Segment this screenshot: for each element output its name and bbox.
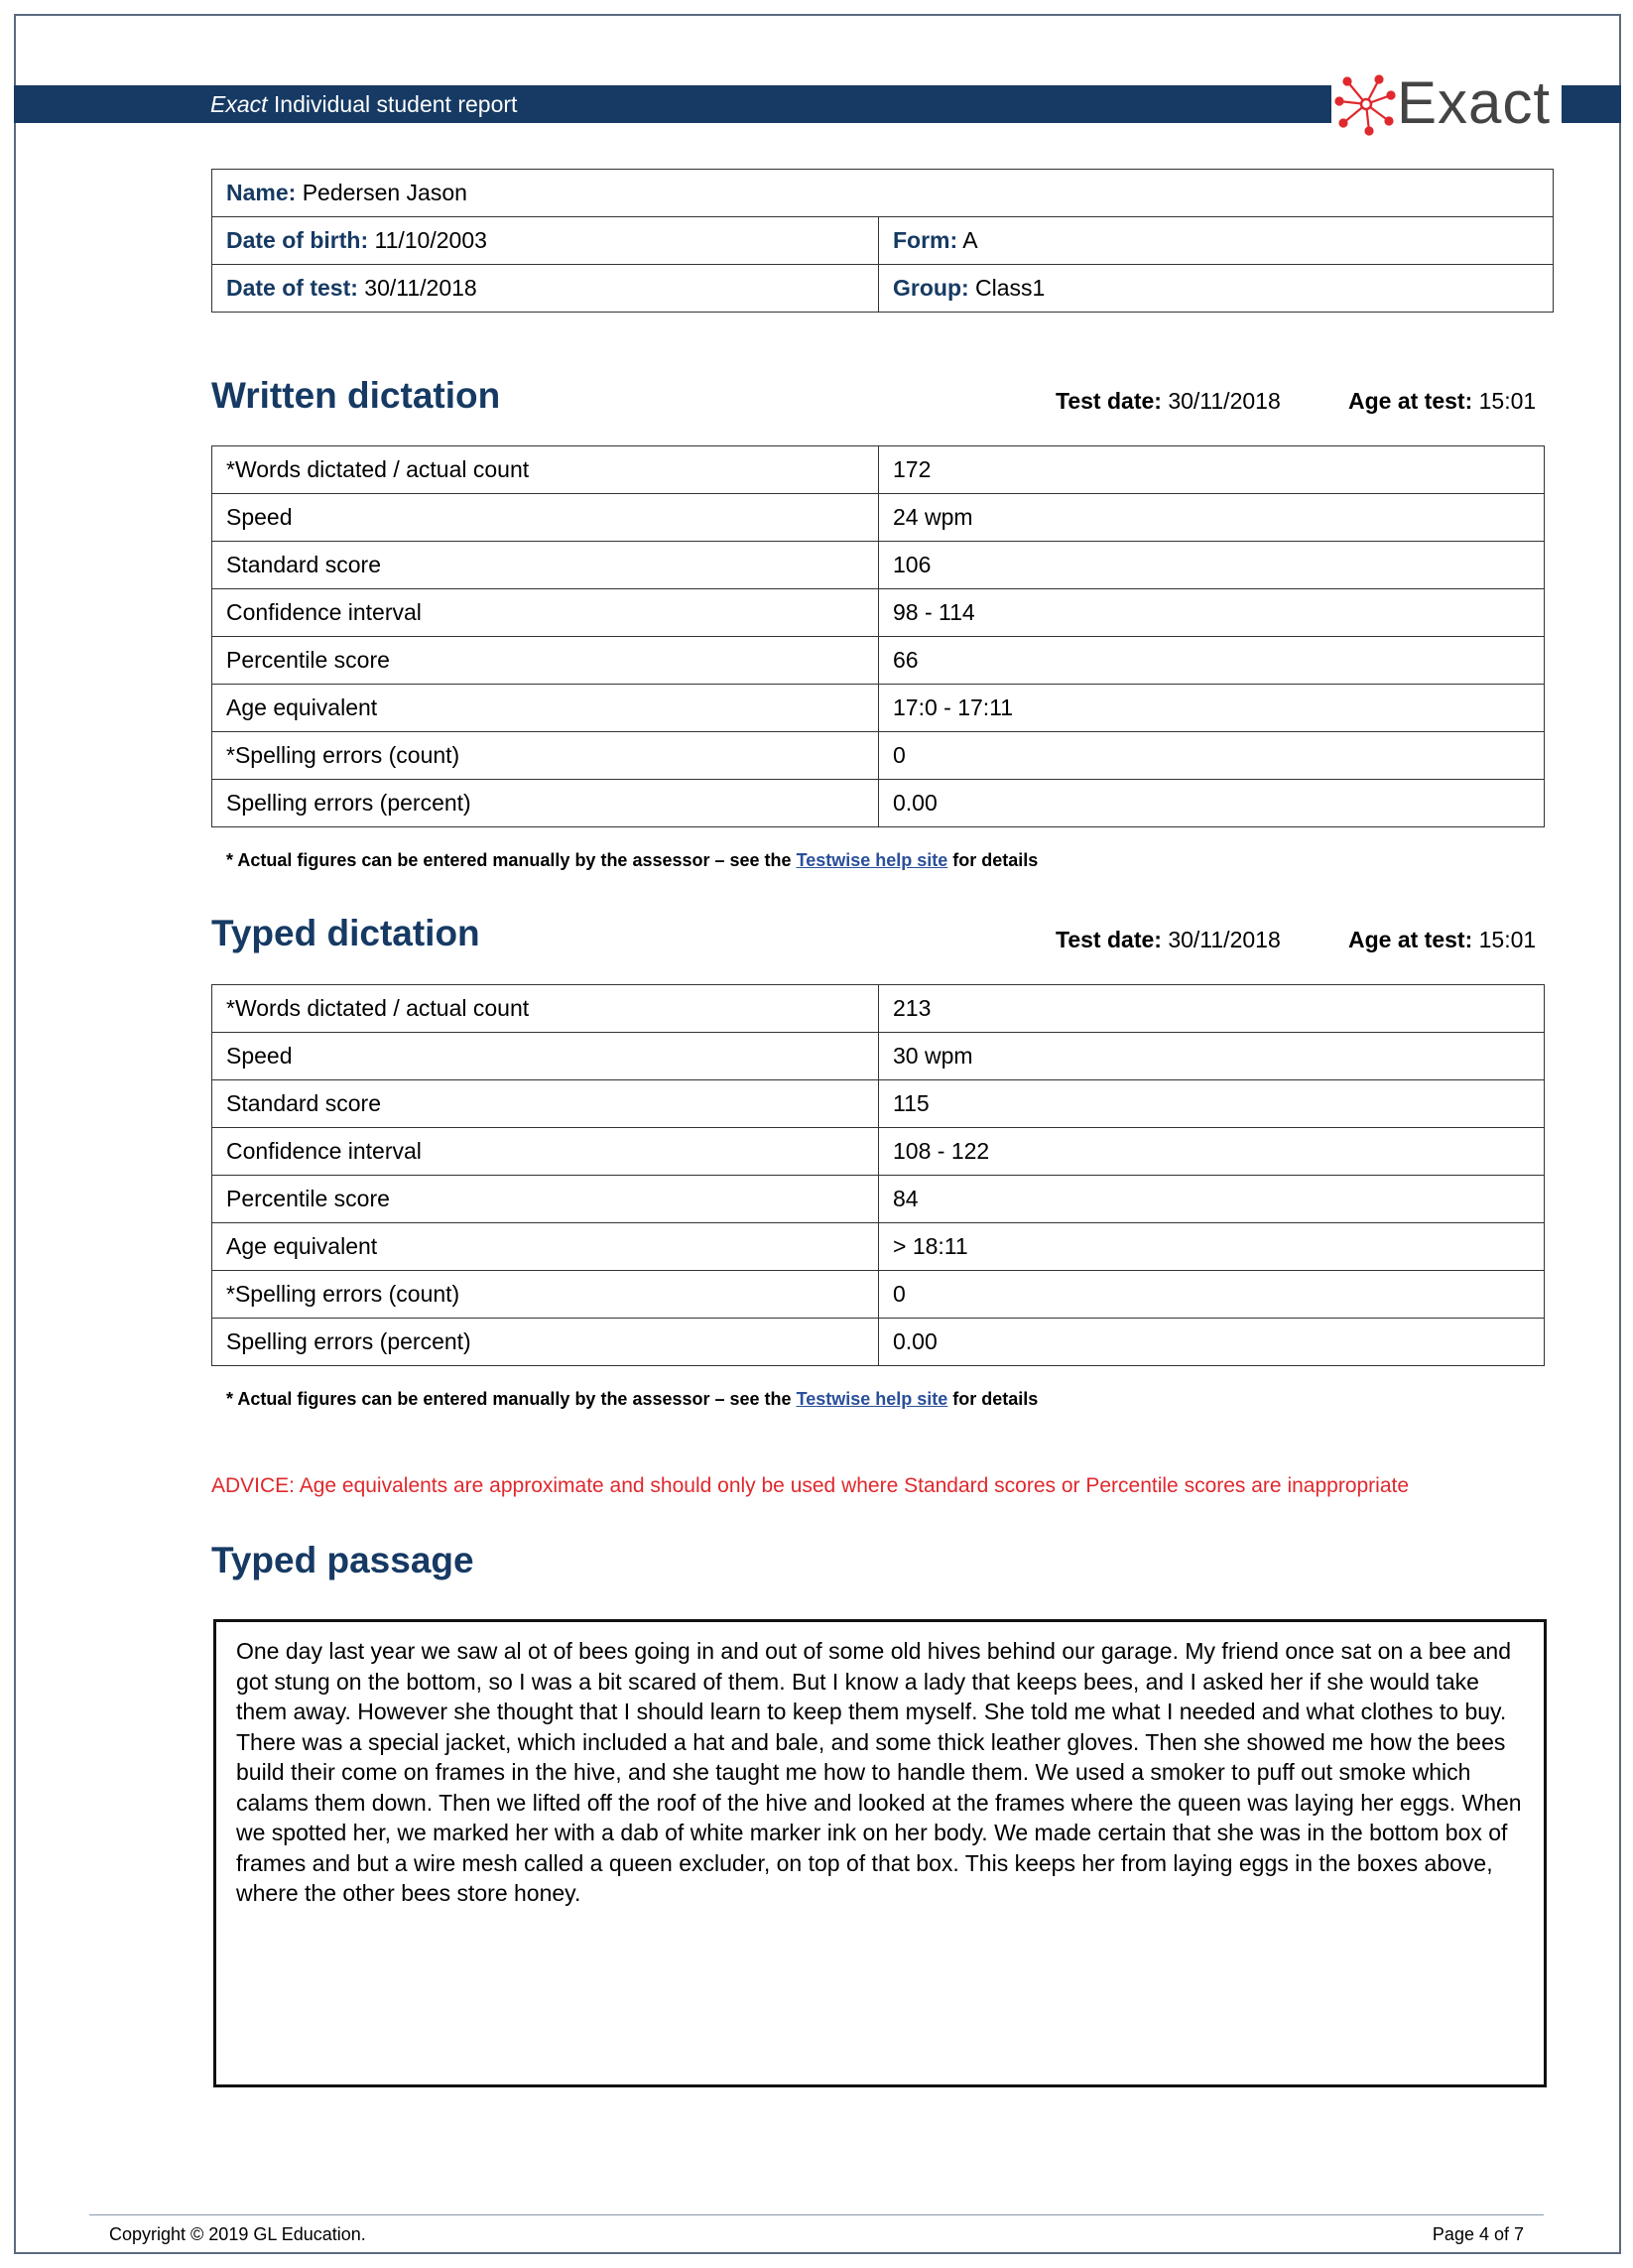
written-test-date-value: 30/11/2018 <box>1168 388 1281 414</box>
table-row <box>212 985 1545 1033</box>
row-value: 106 <box>879 542 1545 589</box>
row-label: *Words dictated / actual count <box>212 446 879 494</box>
typed-test-date-label: Test date: <box>1056 927 1162 952</box>
row-value: 17:0 - 17:11 <box>879 685 1545 732</box>
written-test-date-label: Test date: <box>1056 388 1162 414</box>
row-value: 0 <box>879 1271 1545 1319</box>
form-label: Form: <box>893 227 958 253</box>
advice-text: ADVICE: Age equivalents are approximate and should only be used where Standard scores or Percentile scores are inappropriate <box>211 1474 1410 1497</box>
row-label: Speed <box>212 494 879 542</box>
row-value: 98 - 114 <box>879 589 1545 637</box>
row-value: > 18:11 <box>879 1223 1545 1271</box>
written-age-at-test <box>1348 388 1536 415</box>
row-value: 84 <box>879 1176 1545 1223</box>
row-value: 115 <box>879 1080 1545 1128</box>
row-label: Standard score <box>212 542 879 589</box>
form-cell <box>879 217 1554 265</box>
testwise-help-link[interactable]: Testwise help site <box>796 850 948 870</box>
report-title <box>210 87 517 121</box>
group-value: Class1 <box>975 275 1046 301</box>
test-date-value: 30/11/2018 <box>364 275 477 301</box>
row-label: Age equivalent <box>212 1223 879 1271</box>
written-dictation-title: Written dictation <box>211 375 501 416</box>
table-row <box>212 446 1545 494</box>
row-label: Confidence interval <box>212 589 879 637</box>
testwise-help-link[interactable]: Testwise help site <box>796 1389 948 1409</box>
table-row <box>212 589 1545 637</box>
written-scores-table <box>211 445 1545 827</box>
name-cell <box>212 170 1554 217</box>
table-row <box>212 1128 1545 1176</box>
typed-test-date-value: 30/11/2018 <box>1168 927 1281 952</box>
row-label: Standard score <box>212 1080 879 1128</box>
table-row <box>212 1080 1545 1128</box>
exact-logo-icon <box>1333 71 1399 137</box>
row-value: 0 <box>879 732 1545 780</box>
typed-footnote <box>226 1389 1038 1410</box>
page-number: Page 4 of 7 <box>1432 2224 1524 2244</box>
test-date-label: Date of test: <box>226 275 358 301</box>
row-label: Percentile score <box>212 1176 879 1223</box>
group-cell <box>879 265 1554 313</box>
typed-test-date <box>1056 927 1281 953</box>
name-label: Name: <box>226 180 297 205</box>
table-row <box>212 1319 1545 1366</box>
logo-wordmark: Exact <box>1397 69 1552 136</box>
row-value: 0.00 <box>879 1319 1545 1366</box>
row-value: 66 <box>879 637 1545 685</box>
footnote-text-end: for details <box>947 850 1039 870</box>
table-row <box>212 732 1545 780</box>
dob-cell <box>212 217 879 265</box>
typed-passage-title: Typed passage <box>211 1540 474 1580</box>
table-row <box>212 1176 1545 1223</box>
table-row <box>212 1223 1545 1271</box>
dob-label: Date of birth: <box>226 227 369 253</box>
footnote-text: * Actual figures can be entered manually by the assessor – see the <box>226 1389 797 1409</box>
typed-dictation-title: Typed dictation <box>211 913 480 953</box>
footnote-text: * Actual figures can be entered manually by the assessor – see the <box>226 850 797 870</box>
row-label: *Spelling errors (count) <box>212 1271 879 1319</box>
student-name: Pedersen Jason <box>302 180 467 205</box>
table-row <box>212 637 1545 685</box>
row-label: Spelling errors (percent) <box>212 780 879 827</box>
row-value: 0.00 <box>879 780 1545 827</box>
test-date-cell <box>212 265 879 313</box>
row-label: Speed <box>212 1033 879 1080</box>
row-value: 24 wpm <box>879 494 1545 542</box>
typed-age-value: 15:01 <box>1478 927 1537 952</box>
written-test-date <box>1056 388 1281 415</box>
table-row <box>212 494 1545 542</box>
table-row <box>212 542 1545 589</box>
group-label: Group: <box>893 275 969 301</box>
row-label: *Words dictated / actual count <box>212 985 879 1033</box>
footnote-text-end: for details <box>947 1389 1039 1409</box>
report-title-rest: Individual student report <box>267 91 518 117</box>
table-row <box>212 1033 1545 1080</box>
row-label: *Spelling errors (count) <box>212 732 879 780</box>
written-age-value: 15:01 <box>1478 388 1537 414</box>
copyright-text: Copyright © 2019 GL Education. <box>109 2224 366 2244</box>
row-label: Confidence interval <box>212 1128 879 1176</box>
row-label: Percentile score <box>212 637 879 685</box>
row-label: Spelling errors (percent) <box>212 1319 879 1366</box>
typed-scores-table <box>211 984 1545 1366</box>
row-value: 108 - 122 <box>879 1128 1545 1176</box>
table-row <box>212 780 1545 827</box>
written-footnote <box>226 850 1038 871</box>
row-value: 172 <box>879 446 1545 494</box>
report-title-italic: Exact <box>210 91 268 117</box>
written-age-label: Age at test: <box>1348 388 1473 414</box>
row-value: 213 <box>879 985 1545 1033</box>
typed-age-label: Age at test: <box>1348 927 1473 952</box>
table-row <box>212 685 1545 732</box>
form-value: A <box>962 227 978 253</box>
student-info-table <box>211 169 1554 313</box>
table-row <box>212 1271 1545 1319</box>
row-label: Age equivalent <box>212 685 879 732</box>
footer-divider <box>89 2214 1544 2215</box>
typed-age-at-test <box>1348 927 1536 953</box>
dob-value: 11/10/2003 <box>374 227 487 253</box>
row-value: 30 wpm <box>879 1033 1545 1080</box>
typed-passage-box: One day last year we saw al ot of bees going in and out of some old hives behind our garage. My friend once sat on a bee and got stung on the bottom, so I was a bit scared of them. But I know a lady that keeps bees, and I asked her if she would take them away. However she thought that I should learn to keep them myself. She told me what I needed and what clothes to buy. There was a special jacket, which included a hat and bale, and some thick leather gloves. Then she showed me how the bees build their come on frames in the hive, and she taught me how to handle them. We used a smoker to puff out smoke which calams them down. Then we lifted off the roof of the hive and looked at the frames where the queen was laying her eggs. When we spotted her, we marked her with a dab of white marker ink on her body. We made certain that she was in the bottom box of frames and but a wire mesh called a queen excluder, on top of that box. This keeps her from laying eggs in the boxes above, where the other bees store honey. <box>213 1619 1547 2087</box>
